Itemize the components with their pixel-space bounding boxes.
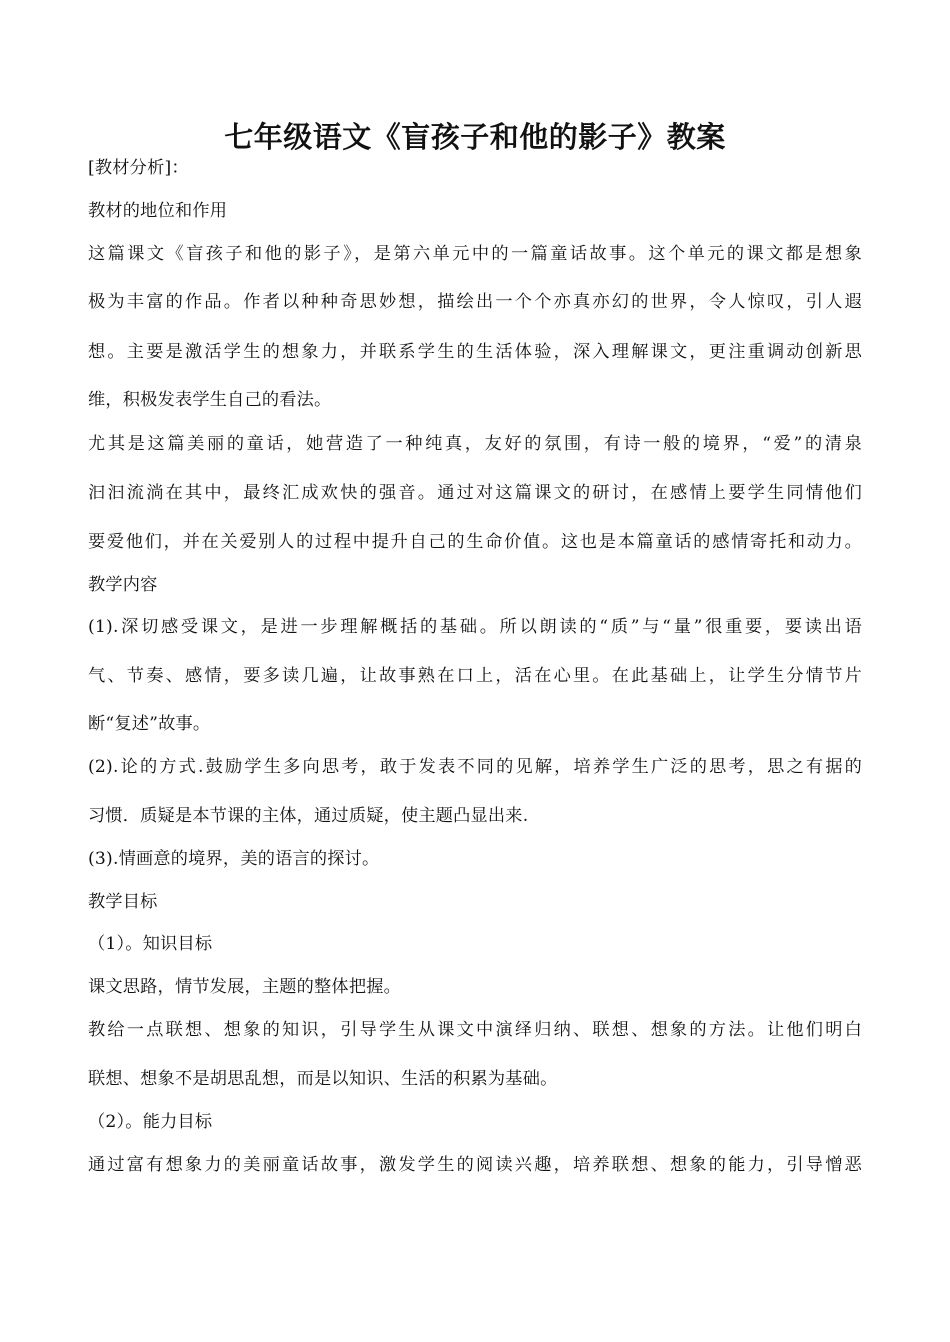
text-line: 想。主要是激活学生的想象力，并联系学生的生活体验，深入理解课文，更注重调动创新思 <box>88 342 862 362</box>
text-line: 通过富有想象力的美丽童话故事，激发学生的阅读兴趣，培养联想、想象的能力，引导憎恶 <box>88 1155 862 1175</box>
text-line-teaching-content-heading: 教学内容 <box>88 575 158 595</box>
text-line: 断“复述”故事。 <box>88 714 211 734</box>
text-line: 尤其是这篇美丽的童话，她营造了一种纯真，友好的氛围，有诗一般的境界，“爱”的清泉 <box>88 434 862 454</box>
text-line-position-heading: 教材的地位和作用 <box>88 201 228 221</box>
text-line: 联想、想象不是胡思乱想，而是以知识、生活的积累为基础。 <box>88 1069 558 1089</box>
text-line: (3).情画意的境界，美的语言的探讨。 <box>88 849 380 869</box>
text-line: 汩汩流淌在其中，最终汇成欢快的强音。通过对这篇课文的研讨，在感情上要学生同情他们 <box>88 483 862 503</box>
text-line: 气、节奏、感情，要多读几遍，让故事熟在口上，活在心里。在此基础上，让学生分情节片 <box>88 666 862 686</box>
text-line-ability-goal-heading: （2）。能力目标 <box>88 1112 213 1132</box>
text-line-knowledge-goal-heading: （1）。知识目标 <box>88 934 213 954</box>
text-line-teaching-goals-heading: 教学目标 <box>88 892 158 912</box>
text-line: 维，积极发表学生自己的看法。 <box>88 390 332 410</box>
text-line: 极为丰富的作品。作者以种种奇思妙想，描绘出一个个亦真亦幻的世界，令人惊叹，引人遐 <box>88 292 862 312</box>
text-line: 课文思路，情节发展，主题的整体把握。 <box>88 977 401 997</box>
text-line: 要爱他们，并在关爱别人的过程中提升自己的生命价值。这也是本篇童话的感情寄托和动力。 <box>88 532 862 552</box>
text-line: (1).深切感受课文，是进一步理解概括的基础。所以朗读的“质”与“量”很重要，要读出语 <box>88 617 862 637</box>
text-line-material-analysis-heading: [教材分析]： <box>88 158 189 178</box>
text-line: 习惯．质疑是本节课的主体，通过质疑，使主题凸显出来. <box>88 806 529 826</box>
text-line: 这篇课文《盲孩子和他的影子》，是第六单元中的一篇童话故事。这个单元的课文都是想象 <box>88 244 862 264</box>
text-line: 教给一点联想、想象的知识，引导学生从课文中演绎归纳、联想、想象的方法。让他们明白 <box>88 1020 862 1040</box>
text-line: (2).论的方式.鼓励学生多向思考，敢于发表不同的见解，培养学生广泛的思考，思之有据的 <box>88 757 862 777</box>
document-title: 七年级语文《盲孩子和他的影子》教案 <box>224 120 726 154</box>
